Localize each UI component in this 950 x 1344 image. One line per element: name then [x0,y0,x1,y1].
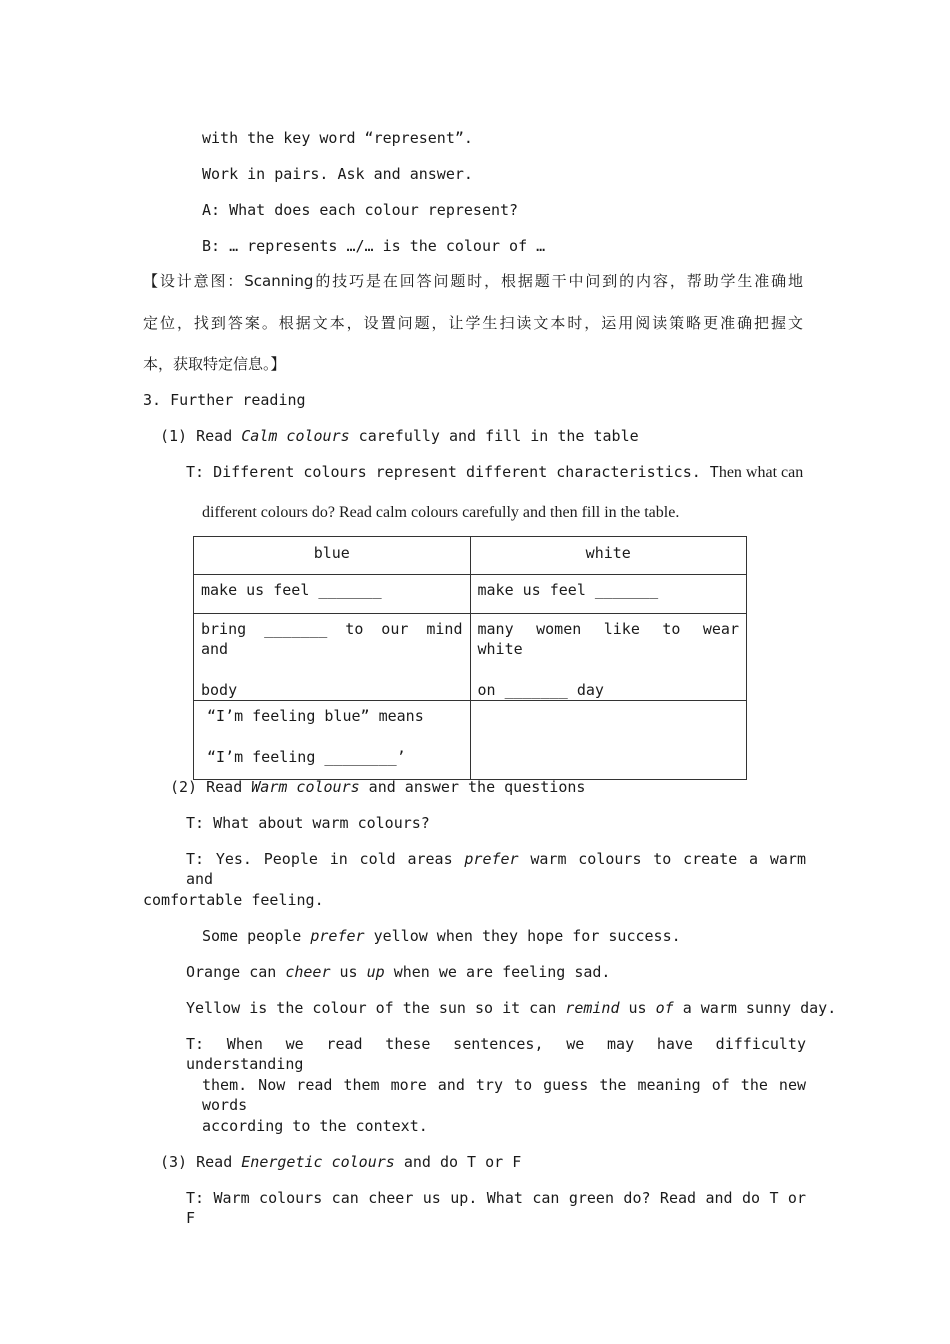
teacher-line: different colours do? Read calm colours carefully and then fill in the table. [202,504,680,521]
teacher-line: comfortable feeling. [143,891,324,909]
example-sentence: Yellow is the colour of the sun so it can remind us of a warm sunny day. [186,999,837,1017]
text-line: with the key word “represent”. [202,129,473,147]
subsection-heading: (2) Read Warm colours and answer the questions [170,778,586,796]
text-line: Work in pairs. Ask and answer. [202,165,473,183]
example-sentence: Orange can cheer us up when we are feeling sad. [186,963,611,981]
table-cell: make us feel _______ [194,575,471,614]
section-heading: 3. Further reading [143,391,306,409]
calm-colours-table [193,536,747,780]
table-cell: many women like to wear white on _______ day [470,614,747,701]
example-sentence: Some people prefer yellow when they hope for success. [202,927,681,945]
design-intent-line: 【设计意图：Scanning的技巧是在回答问题时，根据题干中问到的内容，帮助学生准确地 [143,272,803,290]
text-line: A: What does each colour represent? [202,201,519,219]
subsection-heading: (3) Read Energetic colours and do T or F [160,1153,522,1171]
table-cell [470,701,747,780]
teacher-line: T: Different colours represent different characteristics. Then what can [186,463,804,481]
table-cell: bring _______ to our mind and body [194,614,471,701]
teacher-line: T: When we read these sentences, we may have difficulty understanding [186,1035,806,1073]
teacher-line: T: Yes. People in cold areas prefer warm colours to create a warm and [186,850,806,888]
teacher-line: T: Warm colours can cheer us up. What can green do? Read and do T or F [186,1189,806,1227]
table-cell: “I’m feeling blue” means “I’m feeling ________’ [194,701,471,780]
subsection-heading: (1) Read Calm colours carefully and fill in the table [160,427,639,445]
teacher-line: T: What about warm colours? [186,814,430,832]
table-cell: make us feel _______ [470,575,747,614]
table-header: white [470,537,747,575]
text-line: B: … represents …/… is the colour of … [202,237,546,255]
table-header: blue [194,537,471,575]
teacher-line: them. Now read them more and try to guess the meaning of the new words [202,1076,806,1114]
design-intent-line: 定位，找到答案。根据文本，设置问题，让学生扫读文本时，运用阅读策略更准确把握文 [143,314,803,332]
teacher-line: according to the context. [202,1117,428,1135]
design-intent-line: 本，获取特定信息。】 [143,355,286,373]
